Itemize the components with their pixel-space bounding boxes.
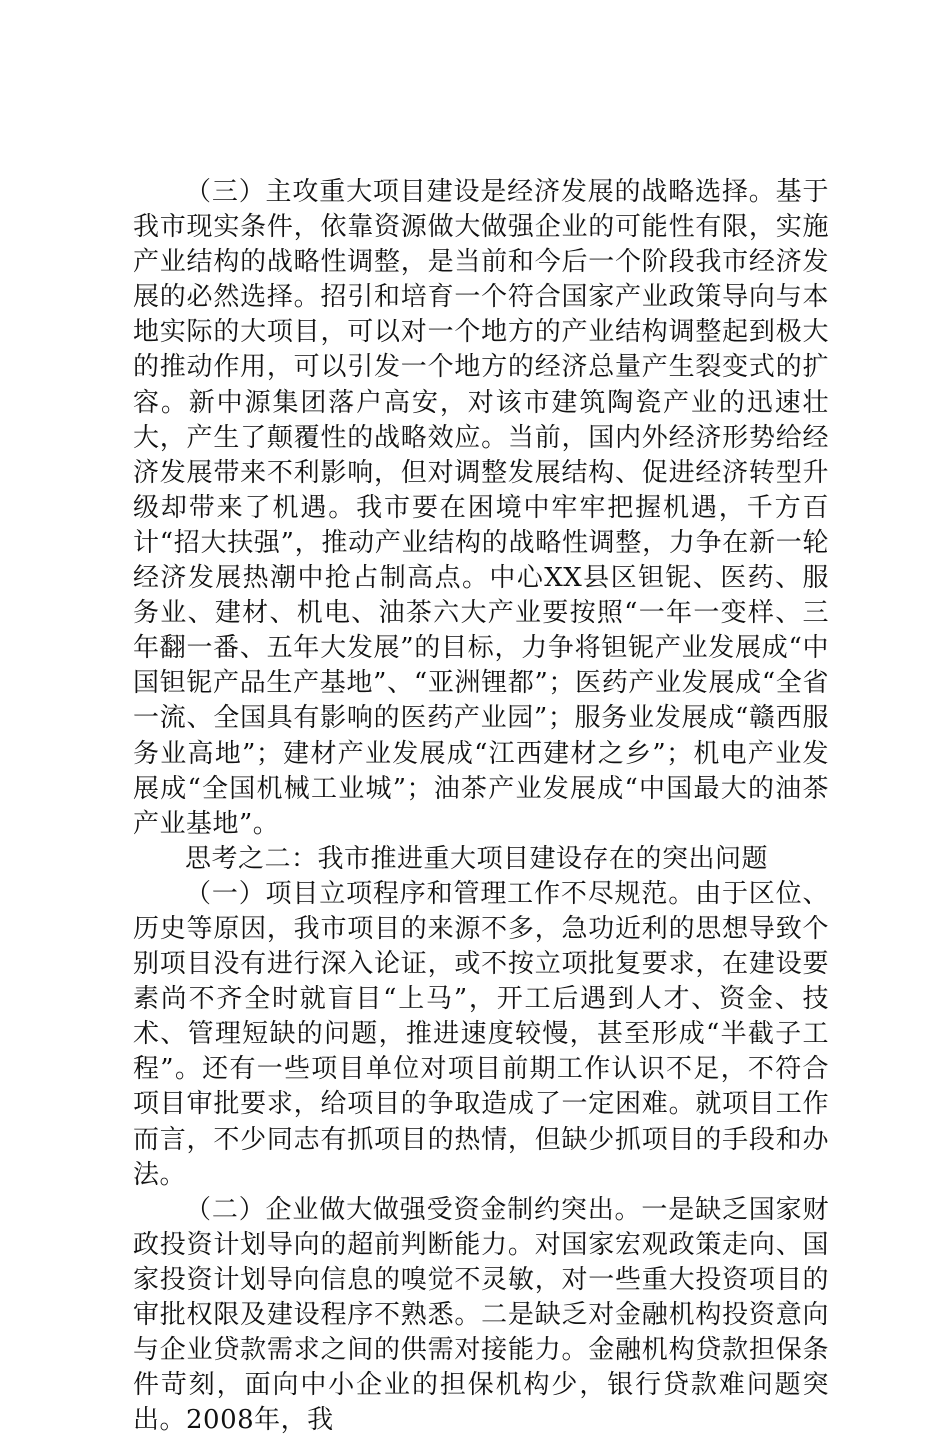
paragraph-funding-constraints: （二）企业做大做强受资金制约突出。一是缺乏国家财政投资计划导向的超前判断能力。对国家宏观政策走向、国家投资计划导向信息的嗅觉不灵敏，对一些重大投资项目的审批权限及建设程序不熟悉。二是缺乏对金融机构投资意向与企业贷款需求之间的供需对接能力。金融机构贷款担保条件苛刻，面向中小企业的担保机构少，银行贷款难问题突出。2008年，我 [133, 1194, 829, 1436]
document-body [133, 175, 829, 1438]
section-heading-problems: 思考之二：我市推进重大项目建设存在的突出问题 [185, 843, 769, 874]
paragraph-project-management: （一）项目立项程序和管理工作不尽规范。由于区位、历史等原因，我市项目的来源不多，急功近利的思想导致个别项目没有进行深入论证，或不按立项批复要求，在建设要素尚不齐全时就盲目“上马”，开工后遇到人才、资金、技术、管理短缺的问题，推进速度较慢，甚至形成“半截子工程”。还有一些项目单位对项目前期工作认识不足，不符合项目审批要求，给项目的争取造成了一定困难。就项目工作而言，不少同志有抓项目的热情，但缺少抓项目的手段和办法。 [133, 878, 829, 1190]
paragraph-strategic-choice: （三）主攻重大项目建设是经济发展的战略选择。基于我市现实条件，依靠资源做大做强企业的可能性有限，实施产业结构的战略性调整，是当前和今后一个阶段我市经济发展的必然选择。招引和培育一个符合国家产业政策导向与本地实际的大项目，可以对一个地方的产业结构调整起到极大的推动作用，可以引发一个地方的经济总量产生裂变式的扩容。新中源集团落户高安，对该市建筑陶瓷产业的迅速壮大，产生了颠覆性的战略效应。当前，国内外经济形势给经济发展带来不利影响，但对调整发展结构、促进经济转型升级却带来了机遇。我市要在困境中牢牢把握机遇，千方百计“招大扶强”，推动产业结构的战略性调整，力争在新一轮经济发展热潮中抢占制高点。中心XX县区钽铌、医药、服务业、建材、机电、油茶六大产业要按照“一年一变样、三年翻一番、五年大发展”的目标，力争将钽铌产业发展成“中国钽铌产品生产基地”、“亚洲锂都”；医药产业发展成“全省一流、全国具有影响的医药产业园”；服务业发展成“赣西服务业高地”；建材产业发展成“江西建材之乡”；机电产业发展成“全国机械工业城”；油茶产业发展成“中国最大的油茶产业基地”。 [133, 177, 829, 839]
